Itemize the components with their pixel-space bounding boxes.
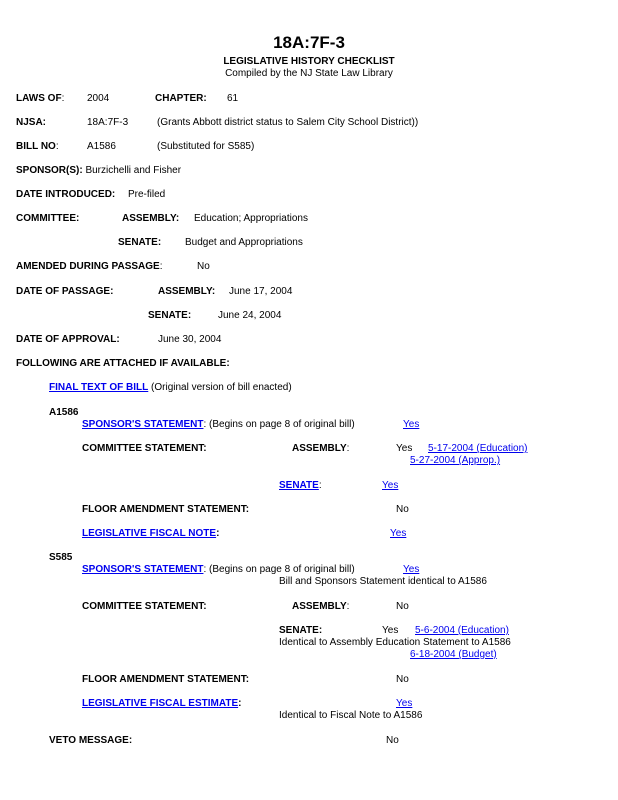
amended-value: No xyxy=(197,261,210,272)
approval-label: DATE OF APPROVAL: xyxy=(16,334,120,345)
s585-sponsor-row xyxy=(82,564,355,575)
compiled-by: Compiled by the NJ State Law Library xyxy=(225,68,393,79)
s585-assembly-colon: : xyxy=(346,601,350,612)
a1586-sponsor-statement-link[interactable]: SPONSOR'S STATEMENT xyxy=(82,419,204,430)
a1586-floor-label: FLOOR AMENDMENT STATEMENT: xyxy=(82,504,250,515)
s585-floor-value: No xyxy=(396,674,409,685)
s585-fiscal-identical: Identical to Fiscal Note to A1586 xyxy=(279,710,423,721)
s585-fiscal-yes-link[interactable]: Yes xyxy=(396,698,413,709)
s585-senate-yes: Yes xyxy=(382,625,399,636)
s585-floor-label: FLOOR AMENDMENT STATEMENT: xyxy=(82,674,250,685)
chapter-label: CHAPTER: xyxy=(155,93,207,104)
s585-fiscal-estimate-link[interactable]: LEGISLATIVE FISCAL ESTIMATE xyxy=(82,698,239,709)
njsa-label: NJSA: xyxy=(16,117,47,128)
date-introduced-value: Pre-filed xyxy=(128,189,166,200)
passage-assembly-value: June 17, 2004 xyxy=(229,286,293,297)
a1586-assembly-yes: Yes xyxy=(396,443,413,454)
njsa-value: 18A:7F-3 xyxy=(87,117,129,128)
a1586-assembly-education-link[interactable]: 5-17-2004 (Education) xyxy=(428,443,528,454)
s585-sponsor-yes-link[interactable]: Yes xyxy=(403,564,420,575)
sponsors-value: Burzichelli and Fisher xyxy=(85,165,182,176)
s585-sponsor-note: : (Begins on page 8 of original bill) xyxy=(203,564,355,575)
committee-senate-label: SENATE: xyxy=(118,237,162,248)
sponsors-row xyxy=(16,165,181,176)
a1586-sponsor-row xyxy=(82,419,355,430)
a1586-fiscal-row xyxy=(82,528,219,539)
checklist-heading: LEGISLATIVE HISTORY CHECKLIST xyxy=(223,56,395,67)
s585-heading: S585 xyxy=(49,552,73,563)
a1586-assembly-label: ASSEMBLY xyxy=(292,443,347,454)
bill-no-label: BILL NO xyxy=(16,141,56,152)
a1586-senate-yes-link[interactable]: Yes xyxy=(382,480,399,491)
s585-assembly-value: No xyxy=(396,601,409,612)
s585-fiscal-row xyxy=(82,698,241,709)
passage-assembly-label: ASSEMBLY: xyxy=(158,286,216,297)
a1586-heading: A1586 xyxy=(49,407,79,418)
s585-senate-label: SENATE: xyxy=(279,625,323,636)
date-introduced-label: DATE INTRODUCED: xyxy=(16,189,116,200)
attached-heading: FOLLOWING ARE ATTACHED IF AVAILABLE: xyxy=(16,358,230,369)
passage-senate-value: June 24, 2004 xyxy=(218,310,282,321)
page-title: 18A:7F-3 xyxy=(273,33,345,52)
final-text-row xyxy=(49,382,292,393)
veto-label: VETO MESSAGE: xyxy=(49,735,133,746)
s585-assembly-label: ASSEMBLY xyxy=(292,601,347,612)
s585-assembly-row xyxy=(292,601,349,612)
veto-value: No xyxy=(386,735,399,746)
laws-of-row xyxy=(16,93,64,104)
laws-of-label: LAWS OF xyxy=(16,93,62,104)
chapter-value: 61 xyxy=(227,93,239,104)
passage-senate-label: SENATE: xyxy=(148,310,192,321)
committee-assembly-value: Education; Appropriations xyxy=(194,213,308,224)
committee-label: COMMITTEE: xyxy=(16,213,80,224)
a1586-senate-colon: : xyxy=(318,480,322,491)
a1586-sponsor-yes-link[interactable]: Yes xyxy=(403,419,420,430)
a1586-floor-value: No xyxy=(396,504,409,515)
s585-senate-identical: Identical to Assembly Education Statement to A1586 xyxy=(279,637,511,648)
a1586-assembly-colon: : xyxy=(346,443,350,454)
bill-no-value: A1586 xyxy=(87,141,116,152)
s585-committee-label: COMMITTEE STATEMENT: xyxy=(82,601,207,612)
bill-no-colon: : xyxy=(55,141,59,152)
a1586-assembly-approp-link[interactable]: 5-27-2004 (Approp.) xyxy=(410,455,501,466)
a1586-senate-link[interactable]: SENATE xyxy=(279,480,319,491)
a1586-fiscal-colon: : xyxy=(216,528,220,539)
s585-senate-education-link[interactable]: 5-6-2004 (Education) xyxy=(415,625,509,636)
bill-no-note: (Substituted for S585) xyxy=(157,141,255,152)
a1586-fiscal-note-link[interactable]: LEGISLATIVE FISCAL NOTE xyxy=(82,528,217,539)
a1586-committee-label: COMMITTEE STATEMENT: xyxy=(82,443,207,454)
amended-colon: : xyxy=(159,261,163,272)
a1586-sponsor-note: : (Begins on page 8 of original bill) xyxy=(203,419,355,430)
a1586-fiscal-yes-link[interactable]: Yes xyxy=(390,528,407,539)
amended-row xyxy=(16,261,163,272)
amended-label: AMENDED DURING PASSAGE xyxy=(16,261,160,272)
sponsors-label: SPONSOR(S): xyxy=(16,165,83,176)
a1586-assembly-row xyxy=(292,443,349,454)
approval-value: June 30, 2004 xyxy=(158,334,222,345)
s585-senate-budget-link[interactable]: 6-18-2004 (Budget) xyxy=(410,649,497,660)
final-text-link[interactable]: FINAL TEXT OF BILL xyxy=(49,382,149,393)
committee-assembly-label: ASSEMBLY: xyxy=(122,213,180,224)
committee-senate-value: Budget and Appropriations xyxy=(185,237,303,248)
s585-sponsor-identical: Bill and Sponsors Statement identical to A1586 xyxy=(279,576,487,587)
final-text-note: (Original version of bill enacted) xyxy=(151,382,292,393)
bill-no-row xyxy=(16,141,59,152)
passage-label: DATE OF PASSAGE: xyxy=(16,286,114,297)
s585-sponsor-statement-link[interactable]: SPONSOR'S STATEMENT xyxy=(82,564,204,575)
laws-of-colon: : xyxy=(61,93,65,104)
a1586-senate-row xyxy=(279,480,322,491)
laws-of-value: 2004 xyxy=(87,93,110,104)
s585-fiscal-colon: : xyxy=(238,698,242,709)
njsa-description: (Grants Abbott district status to Salem City School District)) xyxy=(157,117,419,128)
